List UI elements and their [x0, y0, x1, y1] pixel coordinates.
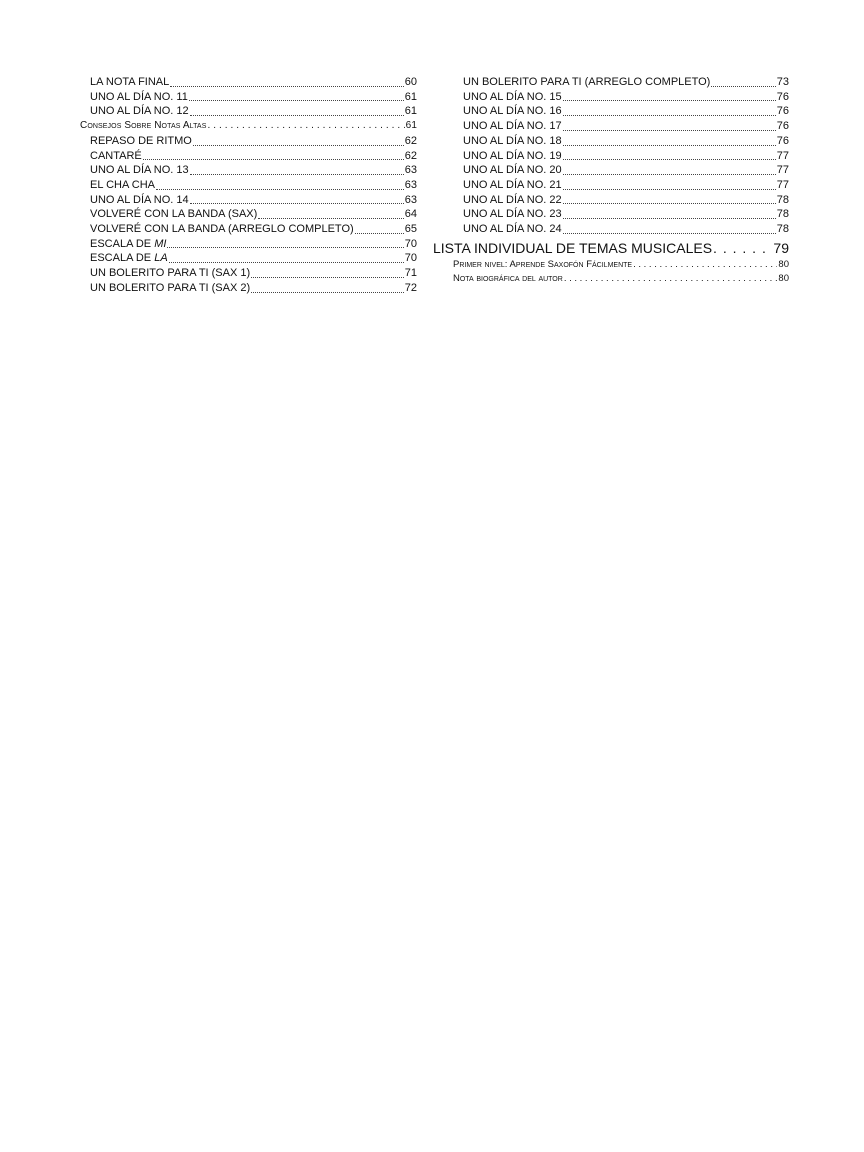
page-number: 73 — [776, 76, 789, 88]
toc-right-column — [433, 75, 789, 287]
toc-entry[interactable] — [433, 258, 789, 273]
page-number: 76 — [776, 90, 789, 103]
page-number: 80 — [778, 273, 789, 285]
toc-entry[interactable] — [80, 193, 417, 208]
dot-leader — [156, 188, 404, 190]
toc-section-heading[interactable] — [433, 238, 789, 258]
toc-entry[interactable] — [433, 193, 789, 208]
dot-leader — [563, 188, 776, 190]
toc-entry[interactable] — [433, 104, 789, 119]
entry-title: VOLVERÉ CON LA BANDA (ARREGLO COMPLETO) — [90, 223, 354, 236]
page-number: 61 — [404, 90, 417, 103]
entry-title: Primer nivel: Aprende Saxofón Fácilmente — [453, 258, 633, 270]
toc-entry[interactable] — [80, 222, 417, 237]
page-number: 63 — [404, 178, 417, 191]
dot-leader — [169, 261, 404, 263]
toc-entry[interactable] — [80, 134, 417, 149]
toc-entry[interactable] — [80, 163, 417, 178]
toc-entry[interactable] — [433, 178, 789, 193]
toc-entry[interactable] — [433, 90, 789, 105]
dot-leader — [563, 114, 776, 116]
entry-title-text: ESCALA DE — [90, 252, 155, 265]
entry-title: UNO AL DÍA NO. 16 — [463, 105, 562, 118]
page-number: 61 — [404, 105, 417, 118]
toc-entry[interactable] — [80, 207, 417, 222]
dot-leader — [190, 202, 404, 204]
entry-title: EL CHA CHA — [90, 178, 156, 191]
entry-title-italic: MI — [154, 237, 167, 250]
page-number: 78 — [776, 208, 789, 221]
entry-title: UNO AL DÍA NO. 12 — [90, 105, 189, 118]
toc-entry[interactable] — [80, 237, 417, 252]
entry-title: LA NOTA FINAL — [90, 76, 170, 88]
entry-title-text: ESCALA DE — [90, 237, 155, 250]
entry-title: UN BOLERITO PARA TI (SAX 1) — [90, 267, 251, 280]
toc-entry[interactable] — [80, 149, 417, 164]
entry-title: REPASO DE RITMO — [90, 134, 192, 147]
entry-title: UNO AL DÍA NO. 14 — [90, 193, 189, 206]
page-number: 65 — [404, 223, 417, 236]
entry-title: UNO AL DÍA NO. 11 — [90, 90, 188, 103]
page-number: 62 — [404, 149, 417, 162]
toc-entry[interactable] — [433, 272, 789, 287]
dot-leader — [189, 99, 404, 101]
entry-title: UNO AL DÍA NO. 13 — [90, 164, 189, 177]
entry-title: CANTARÉ — [90, 149, 142, 162]
entry-title: Consejos Sobre Notas Altas — [80, 120, 207, 132]
toc-entry[interactable] — [433, 149, 789, 164]
toc-entry[interactable] — [433, 207, 789, 222]
dot-leader — [193, 144, 404, 146]
dot-leader — [190, 173, 404, 175]
toc-entry[interactable] — [80, 178, 417, 193]
page-number: 64 — [404, 208, 417, 221]
page-number: 70 — [404, 252, 417, 265]
toc-entry[interactable] — [433, 119, 789, 134]
page-number: 61 — [405, 120, 417, 132]
dot-leader — [355, 232, 404, 234]
toc-entry[interactable] — [80, 281, 417, 296]
page-number: 76 — [776, 134, 789, 147]
dot-leader — [563, 202, 776, 204]
dot-leader — [633, 258, 777, 273]
toc-entry[interactable] — [433, 134, 789, 149]
dot-leader — [251, 276, 404, 278]
page-number: 78 — [776, 193, 789, 206]
toc-entry[interactable] — [80, 266, 417, 281]
page-number: 80 — [778, 258, 789, 270]
entry-title: UN BOLERITO PARA TI (SAX 2) — [90, 281, 251, 294]
dot-leader — [711, 85, 775, 87]
dot-leader — [190, 114, 404, 116]
entry-title: UNO AL DÍA NO. 22 — [463, 193, 562, 206]
entry-title-italic: LA — [154, 252, 168, 265]
entry-title: UNO AL DÍA NO. 20 — [463, 164, 562, 177]
dot-leader — [563, 129, 776, 131]
toc-left-column — [80, 75, 417, 296]
page-number: 78 — [776, 223, 789, 236]
dot-leader — [563, 144, 776, 146]
dot-leader — [251, 291, 404, 293]
dot-leader — [564, 272, 778, 287]
page-number: 71 — [404, 267, 417, 280]
page-number: 79 — [773, 239, 789, 256]
page-number: 63 — [404, 193, 417, 206]
page-number: 60 — [404, 76, 417, 88]
dot-leader — [563, 217, 776, 219]
entry-title: Nota biográfica del autor — [453, 273, 563, 285]
page-number: 63 — [404, 164, 417, 177]
page-number: 76 — [776, 105, 789, 118]
entry-title: UNO AL DÍA NO. 19 — [463, 149, 562, 162]
entry-title: UN BOLERITO PARA TI (ARREGLO COMPLETO) — [463, 76, 711, 88]
entry-title: UNO AL DÍA NO. 24 — [463, 223, 562, 236]
page-number: 77 — [776, 164, 789, 177]
entry-title: UNO AL DÍA NO. 17 — [463, 120, 562, 133]
entry-title: UNO AL DÍA NO. 15 — [463, 90, 562, 103]
dot-leader — [713, 238, 772, 258]
toc-subheading[interactable] — [80, 119, 417, 134]
toc-entry[interactable] — [80, 75, 417, 90]
dot-leader — [143, 158, 404, 160]
toc-entry[interactable] — [80, 104, 417, 119]
page-number: 77 — [776, 178, 789, 191]
section-title: LISTA INDIVIDUAL DE TEMAS MUSICALES — [433, 239, 713, 256]
entry-title — [90, 237, 166, 252]
toc-entry[interactable] — [80, 251, 417, 266]
toc-entry[interactable] — [80, 90, 417, 105]
dot-leader — [563, 99, 776, 101]
dot-leader — [258, 217, 403, 219]
page-number: 77 — [776, 149, 789, 162]
toc-entry[interactable] — [433, 222, 789, 237]
entry-title: UNO AL DÍA NO. 21 — [463, 178, 562, 191]
page-number: 72 — [404, 281, 417, 294]
entry-title: UNO AL DÍA NO. 18 — [463, 134, 562, 147]
toc-entry[interactable] — [433, 163, 789, 178]
dot-leader — [563, 173, 776, 175]
dot-leader — [563, 158, 776, 160]
dot-leader — [170, 85, 403, 87]
page-number: 62 — [404, 134, 417, 147]
toc-entry[interactable] — [433, 75, 789, 90]
dot-leader — [167, 246, 403, 248]
page-number: 70 — [404, 237, 417, 250]
page-number: 76 — [776, 120, 789, 133]
entry-title — [90, 251, 168, 266]
dot-leader — [207, 119, 404, 134]
entry-title: UNO AL DÍA NO. 23 — [463, 208, 562, 221]
dot-leader — [563, 232, 776, 234]
entry-title: VOLVERÉ CON LA BANDA (SAX) — [90, 208, 258, 221]
